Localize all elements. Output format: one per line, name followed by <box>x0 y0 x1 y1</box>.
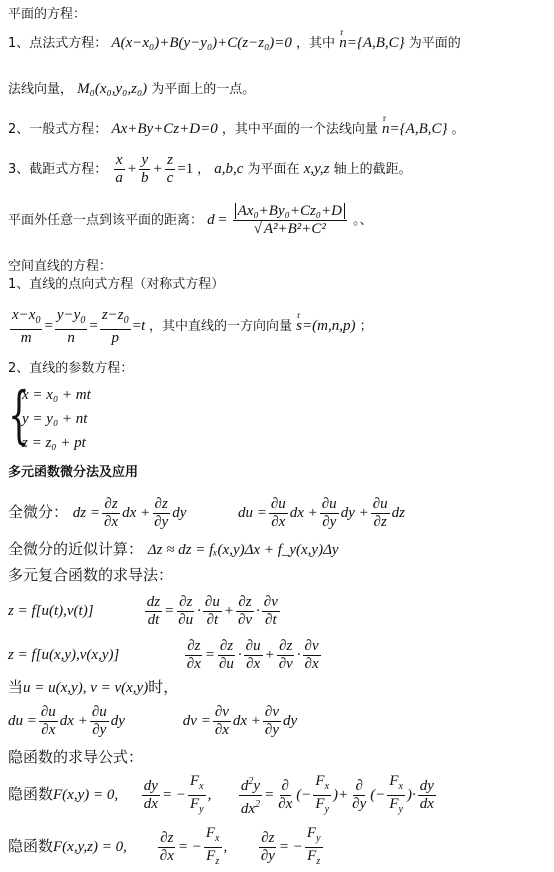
total-diff-label: 全微分： <box>8 503 69 521</box>
point-normal-line2 <box>8 80 255 99</box>
approx-line <box>8 540 339 559</box>
intercept-params: a,b,c <box>214 161 244 177</box>
general-normal-vector: r n={A,B,C} <box>382 120 447 138</box>
multivariable-section-title: 多元函数微分法及应用 <box>8 465 139 480</box>
intercept-formula: $\frac{x}{a}$ + $\frac{y}{b}$ + $\frac{z}{c}$ =1 <box>115 152 194 187</box>
when-expr: u = u(x,y), v = v(x,y) <box>23 680 149 696</box>
du-dv-line <box>8 700 297 741</box>
general-form-line <box>8 120 465 139</box>
composite-deriv-2: $\frac{\partial z}{\partial x}$ = $\frac{\partial z}{\partial u}$ · $\frac{\partial u}{\partial x}$ + $\frac{\partial z}{\partial v}$ · $\frac{\partial v}{\partial x}$ <box>186 638 319 673</box>
intercept-form-label: 3、截距式方程： <box>8 162 108 177</box>
implicit-label: 隐函数的求导公式： <box>8 748 144 766</box>
normal-vector-def: r n={A,B,C} <box>339 34 404 52</box>
composite-label: 多元复合函数的求导法： <box>8 566 174 584</box>
plane-point: M₀(x₀,y₀,z₀) <box>77 81 148 97</box>
composite-func-2: z = f[u(x,y),v(x,y)] <box>8 647 120 663</box>
plane-section-title: 平面的方程： <box>8 7 87 22</box>
implicit-2-label: 隐函数 <box>8 837 54 855</box>
symmetric-where: ，其中直线的一方向向量 <box>149 319 293 334</box>
total-diff-dz: dz = $\frac{\partial z}{\partial x}$ dx + $\frac{\partial z}{\partial y}$ dy <box>72 496 187 531</box>
line-section-title: 空间直线的方程： <box>8 259 113 274</box>
distance-label: 平面外任意一点到该平面的距离： <box>8 213 204 228</box>
distance-line: 平面外任意一点到该平面的距离： d = $\frac{\text{Ax₀+By₀+Cz₀+D}}{\text{√ A²+B²+C²}}$ 。、 <box>8 203 373 237</box>
symmetric-form-line <box>8 306 373 347</box>
intercept-axes: x,y,z <box>303 161 330 177</box>
composite-line-1 <box>8 590 282 631</box>
implicit-1-second: $\frac{d^2y}{dx^2}$ = $\frac{\partial}{\partial x}$ (− $\frac{F_x}{F_y}$ )+ $\frac{\partial}{\partial y}$ (− $\frac{F_x}{F_y}$ )· $\frac{dy}{dx}$ <box>240 773 434 818</box>
du-formula: du = $\frac{\partial u}{\partial x}$ dx + $\frac{\partial u}{\partial y}$ dy <box>8 704 125 739</box>
implicit-2-dzdy: $\frac{\partial z}{\partial y}$ = − $\frac{F_y}{F_z}$ <box>260 825 321 868</box>
intercept-tail-c: 轴上的截距。 <box>333 162 412 177</box>
implicit-2-expr: F(x,y,z) = 0, <box>53 839 127 855</box>
point-normal-line <box>8 34 461 53</box>
intercept-tail-a: ， <box>197 162 211 177</box>
implicit-1-expr: F(x,y) = 0, <box>53 787 119 803</box>
total-differential-line <box>8 492 405 533</box>
intercept-form-line <box>8 150 412 189</box>
intercept-tail-b: 为平面在 <box>247 162 300 177</box>
distance-numerator: Ax₀+By₀+Cz₀+D <box>235 203 345 219</box>
when-b: 时， <box>148 678 179 696</box>
general-form-formula: Ax+By+Cz+D=0 <box>111 121 218 137</box>
general-form-where: ，其中平面的一个法线向量 <box>221 122 378 137</box>
plane-point-text: 为平面上的一点。 <box>151 82 256 97</box>
general-form-tail: 。 <box>451 122 465 137</box>
implicit-2-dzdx: $\frac{\partial z}{\partial x}$ = − $\frac{F_x}{F_z}$ , <box>159 825 228 868</box>
point-normal-formula: A(x−x₀)+B(y−y₀)+C(z−z₀)=0 <box>111 35 292 51</box>
implicit-1-label: 隐函数 <box>8 785 54 803</box>
param-eq-z: z = z₀ + pt <box>22 435 86 451</box>
normal-vector-text: 法线向量， <box>8 82 74 97</box>
param-brace: { <box>8 378 30 451</box>
composite-line-2 <box>8 634 323 675</box>
distance-fraction: $\frac{\text{Ax₀+By₀+Cz₀+D}}{\text{√ A²+B²+C²}}$ <box>233 203 347 238</box>
distance-denominator: A²+B²+C² <box>263 221 326 237</box>
point-normal-tail: 为平面的 <box>408 36 461 51</box>
implicit-1-first: $\frac{dy}{dx}$ = − $\frac{F_x}{F_y}$ , <box>143 773 212 816</box>
composite-func-1: z = f[u(t),v(t)] <box>8 603 94 619</box>
total-diff-du: du = $\frac{\partial u}{\partial x}$ dx + $\frac{\partial u}{\partial y}$ dy + $\frac{\partial u}{\partial z}$ dz <box>237 496 405 531</box>
symmetric-form-label: 1、直线的点向式方程（对称式方程） <box>8 277 225 292</box>
composite-deriv-1: $\frac{dz}{dt}$ = $\frac{\partial z}{\partial u}$ · $\frac{\partial u}{\partial t}$ + $\frac{\partial z}{\partial v}$ · $\frac{\partial v}{\partial t}$ <box>146 594 278 629</box>
param-eq-x: x = x₀ + mt <box>22 387 91 403</box>
symmetric-formula: $\frac{x-x_0}{m}$ = $\frac{y-y_0}{n}$ = $\frac{z-z_0}{p}$ =t <box>12 306 149 346</box>
dv-formula: dv = $\frac{\partial v}{\partial x}$ dx + $\frac{\partial v}{\partial y}$ dy <box>182 704 298 739</box>
approx-formula: Δz ≈ dz = fₓ(x,y)Δx + f_y(x,y)Δy <box>147 542 339 558</box>
general-form-label: 2、一般式方程： <box>8 122 108 137</box>
param-form-label: 2、直线的参数方程： <box>8 361 134 376</box>
when-a: 当 <box>8 678 24 696</box>
direction-vector: r s=(m,n,p) <box>296 306 355 346</box>
distance-tail: 。、 <box>353 213 373 228</box>
symmetric-tail: ； <box>359 319 373 334</box>
param-eq-y: y = y₀ + nt <box>22 411 88 427</box>
implicit-line-1 <box>8 772 438 818</box>
point-normal-where: ，其中 <box>296 36 336 51</box>
implicit-line-2 <box>8 824 325 870</box>
when-line <box>8 678 178 697</box>
point-normal-label: 1、点法式方程： <box>8 36 108 51</box>
approx-label: 全微分的近似计算： <box>8 540 144 558</box>
